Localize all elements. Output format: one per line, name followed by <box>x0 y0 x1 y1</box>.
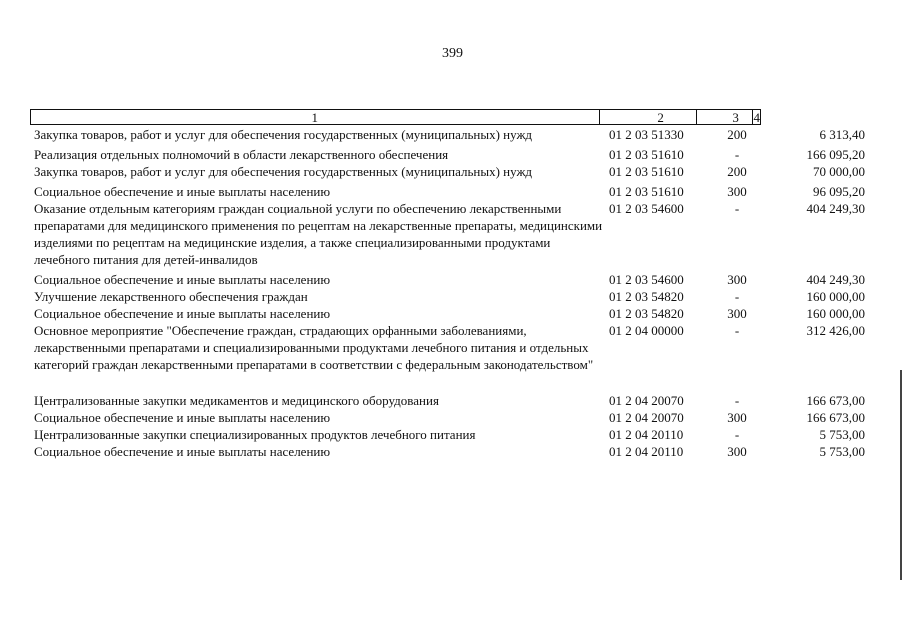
row-name: Социальное обеспечение и иные выплаты населению <box>34 272 331 287</box>
row-amount: 160 000,00 <box>806 306 865 321</box>
row-code: 01 2 04 20070 <box>609 410 684 425</box>
row-name: Реализация отдельных полномочий в области лекарственного обеспечения <box>34 147 449 162</box>
table-row <box>34 305 874 322</box>
table-row <box>34 322 874 373</box>
row-amount: 70 000,00 <box>813 164 865 179</box>
row-sub: - <box>734 201 740 216</box>
row-amount: 166 673,00 <box>806 393 865 408</box>
table-row <box>34 271 874 288</box>
row-name: Улучшение лекарственного обеспечения граждан <box>34 289 308 304</box>
row-code: 01 2 03 54600 <box>609 272 684 287</box>
row-sub: 300 <box>727 444 747 459</box>
row-code: 01 2 04 20110 <box>609 427 684 442</box>
row-amount: 5 753,00 <box>819 444 865 459</box>
row-sub: - <box>734 289 740 304</box>
row-sub: - <box>734 393 740 408</box>
row-name: Оказание отдельным категориям граждан социальной услуги по обеспечению лекарственными препаратами для медицинского применения по рецептам на лекарственные препараты, медицинскими изделиями по рецептам на медицинские изделия, а также специализированными продуктами лечебного питания для детей-инвалидов <box>34 201 603 267</box>
table-row <box>34 392 874 409</box>
row-name: Социальное обеспечение и иные выплаты населению <box>34 184 331 199</box>
table-row <box>34 288 874 305</box>
row-name: Централизованные закупки медикаментов и медицинского оборудования <box>34 393 439 408</box>
row-code: 01 2 03 51330 <box>609 127 684 142</box>
table-row <box>34 146 874 163</box>
row-sub: - <box>734 427 740 442</box>
row-sub: 200 <box>727 127 747 142</box>
header-col-2: 2 <box>600 110 697 124</box>
row-sub: 300 <box>727 306 747 321</box>
row-sub: - <box>734 323 740 338</box>
row-sub: 200 <box>727 164 747 179</box>
row-sub: 300 <box>727 272 747 287</box>
header-col-1: 1 <box>31 110 600 124</box>
row-name: Социальное обеспечение и иные выплаты населению <box>34 444 331 459</box>
header-col-4: 4 <box>753 110 760 125</box>
table-row <box>34 426 874 443</box>
table-row <box>34 409 874 426</box>
spacer <box>34 373 874 392</box>
row-code: 01 2 03 51610 <box>609 164 684 179</box>
row-name: Основное мероприятие "Обеспечение граждан, страдающих орфанными заболеваниями, лекарственными препаратами и специализированными продуктами лечебного питания и отдельных категорий граждан лекарственными препаратами в соответствии с федеральным законодательством" <box>34 323 594 372</box>
row-name: Социальное обеспечение и иные выплаты населению <box>34 410 331 425</box>
row-amount: 404 249,30 <box>806 272 865 287</box>
table-row <box>34 443 874 460</box>
row-amount: 404 249,30 <box>806 201 865 216</box>
row-name: Социальное обеспечение и иные выплаты населению <box>34 306 331 321</box>
table-header <box>30 109 761 125</box>
row-sub: 300 <box>727 410 747 425</box>
row-name: Закупка товаров, работ и услуг для обеспечения государственных (муниципальных) нужд <box>34 164 533 179</box>
row-amount: 312 426,00 <box>806 323 865 338</box>
row-amount: 166 673,00 <box>806 410 865 425</box>
row-code: 01 2 03 54820 <box>609 289 684 304</box>
row-amount: 5 753,00 <box>819 427 865 442</box>
row-name: Централизованные закупки специализированных продуктов лечебного питания <box>34 427 476 442</box>
row-code: 01 2 03 54600 <box>609 201 684 216</box>
table-row <box>34 163 874 180</box>
row-code: 01 2 04 20110 <box>609 444 684 459</box>
budget-table-body <box>34 126 874 460</box>
header-col-3: 3 <box>697 110 754 124</box>
row-code: 01 2 03 51610 <box>609 184 684 199</box>
row-code: 01 2 03 51610 <box>609 147 684 162</box>
row-sub: - <box>734 147 740 162</box>
row-amount: 160 000,00 <box>806 289 865 304</box>
row-amount: 6 313,40 <box>819 127 865 142</box>
row-code: 01 2 03 54820 <box>609 306 684 321</box>
row-amount: 166 095,20 <box>806 147 865 162</box>
table-row <box>34 200 874 268</box>
row-code: 01 2 04 20070 <box>609 393 684 408</box>
row-sub: 300 <box>727 184 747 199</box>
page-number: 399 <box>442 46 463 61</box>
scan-edge-line <box>900 370 902 580</box>
table-row <box>34 183 874 200</box>
table-row <box>34 126 874 143</box>
row-name: Закупка товаров, работ и услуг для обеспечения государственных (муниципальных) нужд <box>34 127 533 142</box>
row-amount: 96 095,20 <box>813 184 865 199</box>
row-code: 01 2 04 00000 <box>609 323 684 338</box>
